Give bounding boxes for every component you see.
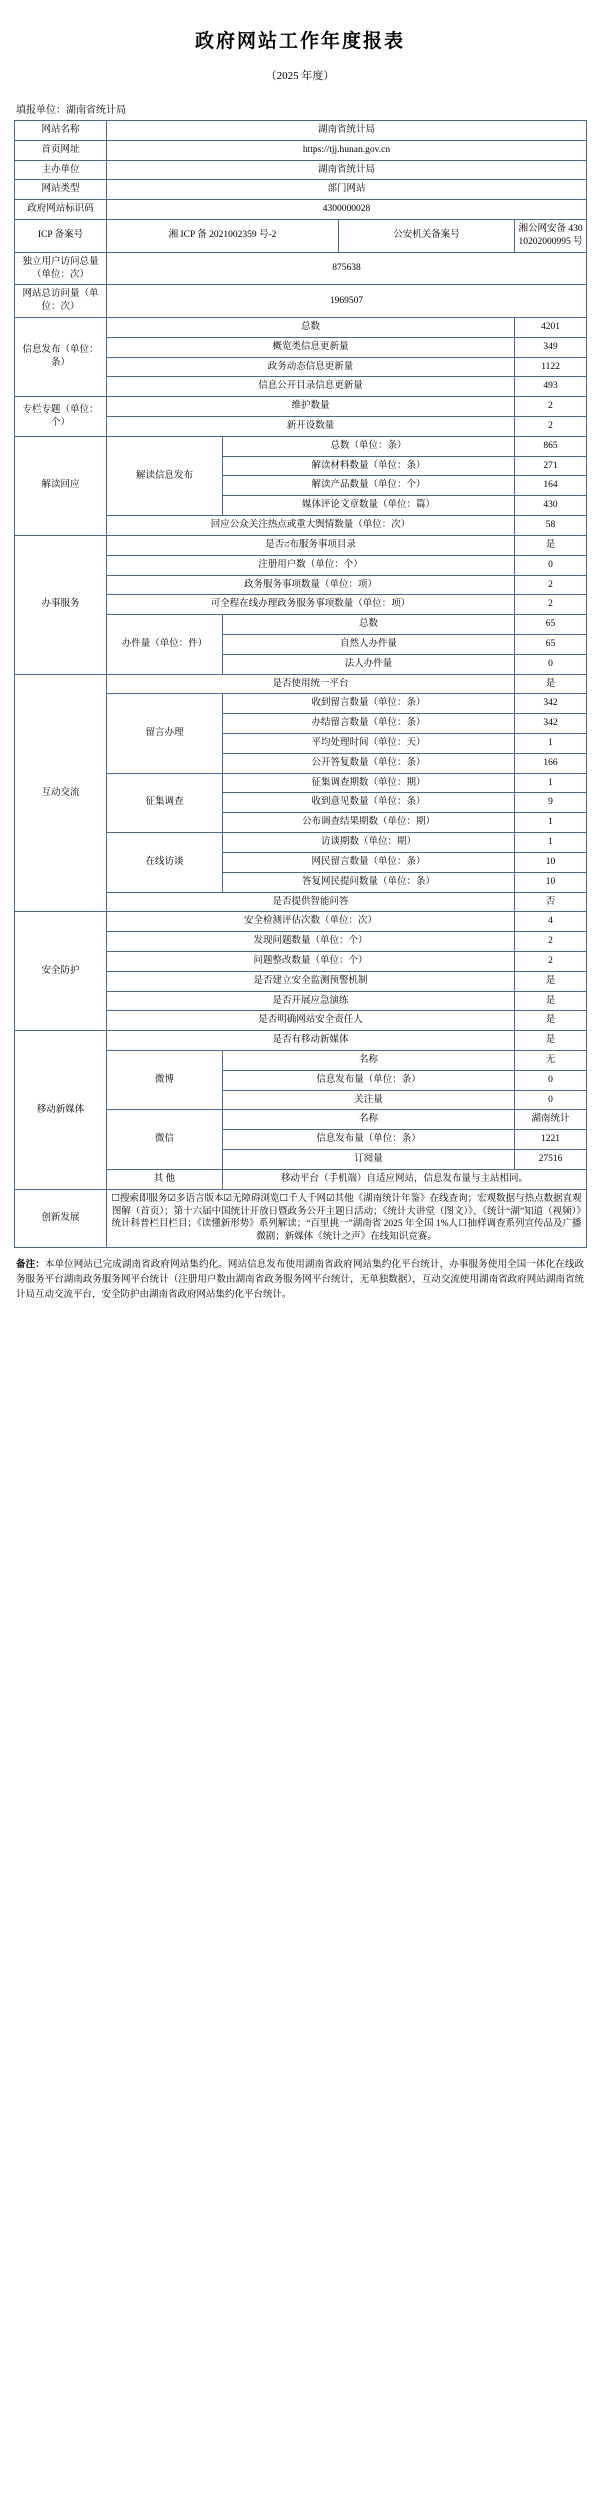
police-value: 湘公网安备 43010202000995 号 (515, 220, 587, 253)
interpretation-response-value: 58 (515, 516, 587, 536)
table-row (15, 200, 587, 220)
interaction-survey-item-name: 征集调查期数（单位：期） (223, 773, 515, 793)
service-case-value: 0 (515, 654, 587, 674)
interaction-message-item-name: 办结留言数量（单位：条） (223, 714, 515, 734)
service-item-name: 注册用户数（单位：个） (107, 555, 515, 575)
interaction-message-item-value: 166 (515, 753, 587, 773)
interaction-online-item-name: 网民留言数量（单位：条） (223, 852, 515, 872)
footnote (14, 1258, 586, 1304)
service-cases-label: 办件量（单位：件） (107, 615, 223, 674)
column-topic-item-name: 新开设数量 (107, 417, 515, 437)
section-info-publish: 信息发布（单位：条） (15, 317, 107, 396)
section-newmedia: 移动新媒体 (15, 1031, 107, 1190)
checkbox-search-service[interactable]: ☐ (111, 1192, 120, 1204)
security-item-value: 2 (515, 932, 587, 952)
interaction-message-item-value: 1 (515, 734, 587, 754)
page-subtitle: （2025 年度） (265, 70, 335, 82)
icp-label: ICP 备案号 (15, 220, 107, 253)
site-type-value: 部门网站 (107, 180, 587, 200)
newmedia-weixin-item-name: 订阅量 (223, 1150, 515, 1170)
newmedia-weibo-item-name: 信息发布量（单位：条） (223, 1070, 515, 1090)
interpretation-group-label: 解读信息发布 (107, 436, 223, 515)
security-item-name: 是否建立安全监测预警机制 (107, 971, 515, 991)
section-security: 安全防护 (15, 912, 107, 1031)
site-id-value: 4300000028 (107, 200, 587, 220)
interpretation-item-value: 164 (515, 476, 587, 496)
interaction-message-label: 留言办理 (107, 694, 223, 773)
info-publish-item-value: 1122 (515, 357, 587, 377)
newmedia-other-value: 移动平台（手机端）自适应网站，信息发布量与主站相同。 (223, 1169, 587, 1189)
interaction-smart-label: 是否提供智能问答 (107, 892, 515, 912)
table-row (15, 674, 587, 694)
interaction-platform-label: 是否使用统一平台 (107, 674, 515, 694)
home-url-label: 首页网址 (15, 140, 107, 160)
report-table (14, 120, 587, 1248)
newmedia-weibo-item-name: 关注量 (223, 1090, 515, 1110)
checkbox-personalization[interactable]: ☐ (279, 1192, 289, 1204)
service-case-name: 法人办件量 (223, 654, 515, 674)
newmedia-weixin-item-name: 信息发布量（单位：条） (223, 1130, 515, 1150)
interaction-online-item-value: 10 (515, 872, 587, 892)
checkbox-accessibility[interactable]: ☑ (223, 1192, 233, 1204)
checkbox-multilingual[interactable]: ☑ (167, 1192, 176, 1204)
table-row (15, 140, 587, 160)
site-name-label: 网站名称 (15, 121, 107, 141)
reporter-value: 湖南省统计局 (66, 105, 126, 116)
section-innovation: 创新发展 (15, 1189, 107, 1247)
checkbox-label-accessibility: 无障碍浏览 (232, 1193, 280, 1204)
table-row (15, 121, 587, 141)
total-visits-label: 网站总访问量（单位：次） (15, 285, 107, 318)
security-item-name: 是否开展应急演练 (107, 991, 515, 1011)
interaction-survey-item-name: 公布调查结果期数（单位：期） (223, 813, 515, 833)
newmedia-weibo-item-name: 名称 (223, 1051, 515, 1071)
checkbox-label-personalization: 千人千网 (288, 1193, 327, 1204)
interpretation-item-value: 865 (515, 436, 587, 456)
section-interpretation: 解读回应 (15, 436, 107, 535)
table-row (15, 160, 587, 180)
newmedia-weixin-item-value: 湖南统计 (515, 1110, 587, 1130)
security-item-name: 问题整改数量（单位：个） (107, 951, 515, 971)
service-item-value: 2 (515, 595, 587, 615)
table-row (15, 180, 587, 200)
checkbox-label-multilingual: 多语言版本 (175, 1193, 224, 1204)
table-row (15, 317, 587, 337)
info-publish-item-value: 349 (515, 337, 587, 357)
security-item-value: 4 (515, 912, 587, 932)
table-row (15, 1031, 587, 1051)
interaction-survey-item-value: 1 (515, 813, 587, 833)
home-url-value: https://tjj.hunan.gov.cn (107, 140, 587, 160)
service-item-name: 可全程在线办理政务服务事项数量（单位：项） (107, 595, 515, 615)
info-publish-item-name: 总数 (107, 317, 515, 337)
footnote-text: 本单位网站已完成湖南省政府网站集约化。网站信息发布使用湖南省政府网站集约化平台统计，办事服务使用全国一体化在线政务服务平台湖南政务服务网平台统计（注册用户数由湖南省政务服务网平台统计，无单独数据），互动交流使用湖南省政府网站湖南省统计局互动交流平台，安全防护由湖南省政府网站集约化平台统计。 (16, 1259, 584, 1301)
icp-value: 湘 ICP 备 2021002359 号-2 (107, 220, 339, 253)
interaction-online-item-value: 1 (515, 833, 587, 853)
newmedia-weibo-label: 微博 (107, 1051, 223, 1110)
interaction-message-item-name: 平均处理时间（单位：天） (223, 734, 515, 754)
service-item-name: 是否ನ布服务事项目录 (107, 535, 515, 555)
table-row (15, 397, 587, 417)
interaction-message-item-value: 342 (515, 694, 587, 714)
interaction-platform-value: 是 (515, 674, 587, 694)
newmedia-weibo-item-value: 0 (515, 1090, 587, 1110)
checkbox-other[interactable]: ☑ (326, 1192, 335, 1204)
innovation-content (107, 1189, 587, 1247)
total-visits-value: 1969507 (107, 285, 587, 318)
site-type-label: 网站类型 (15, 180, 107, 200)
security-item-value: 是 (515, 991, 587, 1011)
newmedia-weixin-label: 微信 (107, 1110, 223, 1169)
interpretation-item-name: 解读材料数量（单位：条） (223, 456, 515, 476)
interaction-smart-value: 否 (515, 892, 587, 912)
host-unit-label: 主办单位 (15, 160, 107, 180)
interaction-survey-item-value: 1 (515, 773, 587, 793)
interaction-message-item-name: 收到留言数量（单位：条） (223, 694, 515, 714)
security-item-name: 是否明确网站安全责任人 (107, 1011, 515, 1031)
service-item-value: 0 (515, 555, 587, 575)
newmedia-has-label: 是否有移动新媒体 (107, 1031, 515, 1051)
interaction-survey-item-value: 9 (515, 793, 587, 813)
service-case-name: 总数 (223, 615, 515, 635)
table-row (15, 535, 587, 555)
info-publish-item-name: 政务动态信息更新量 (107, 357, 515, 377)
interpretation-item-name: 总数（单位：条） (223, 436, 515, 456)
reporter-line (16, 101, 586, 116)
newmedia-weibo-item-value: 0 (515, 1070, 587, 1090)
table-row (15, 252, 587, 285)
table-row (15, 220, 587, 253)
service-item-value: 2 (515, 575, 587, 595)
host-unit-value: 湖南省统计局 (107, 160, 587, 180)
security-item-value: 2 (515, 951, 587, 971)
interpretation-response-label: 回应公众关注热点或重大舆情数量（单位：次） (107, 516, 515, 536)
interaction-online-item-name: 答复网民提问数量（单位：条） (223, 872, 515, 892)
security-item-value: 是 (515, 971, 587, 991)
interaction-online-item-name: 访谈期数（单位：期） (223, 833, 515, 853)
newmedia-weixin-item-name: 名称 (223, 1110, 515, 1130)
column-topic-item-value: 2 (515, 417, 587, 437)
interaction-message-item-value: 342 (515, 714, 587, 734)
unique-visitors-value: 875638 (107, 252, 587, 285)
unique-visitors-label: 独立用户访问总量（单位：次） (15, 252, 107, 285)
interaction-survey-label: 征集调查 (107, 773, 223, 832)
innovation-detail: 《湖南统计年鉴》在线查询；宏观数据与热点数据直观图解（首页）；第十六届中国统计开放日暨政务公开主题日活动；《统计大讲堂（图文）》、《统计“湖”知道（视频）》统计科普栏目栏目；《读懂新形势》系列解读；“百里挑一”湖南省 2025 年全国 1%人口抽样调查系列宣传品及广播微剧；新媒体《统计之声》在线知识竞赛。 (111, 1193, 582, 1243)
checkbox-label-other: 其他 (334, 1193, 354, 1204)
site-name-value: 湖南省统计局 (107, 121, 587, 141)
security-item-value: 是 (515, 1011, 587, 1031)
service-item-name: 政务服务事项数量（单位：项） (107, 575, 515, 595)
page-title: 政府网站工作年度报表 (194, 31, 405, 52)
section-column-topic: 专栏专题（单位：个） (15, 397, 107, 437)
reporter-label: 填报单位： (16, 105, 66, 116)
column-topic-item-value: 2 (515, 397, 587, 417)
newmedia-weixin-item-value: 1221 (515, 1130, 587, 1150)
newmedia-has-value: 是 (515, 1031, 587, 1051)
footnote-prefix: 备注： (16, 1259, 45, 1270)
info-publish-item-name: 信息公开目录信息更新量 (107, 377, 515, 397)
newmedia-other-label: 其 他 (107, 1169, 223, 1189)
service-case-name: 自然人办件量 (223, 634, 515, 654)
interpretation-item-name: 媒体评论文章数量（单位：篇） (223, 496, 515, 516)
service-case-value: 65 (515, 634, 587, 654)
service-item-value: 是 (515, 535, 587, 555)
interaction-online-label: 在线访谈 (107, 833, 223, 892)
service-case-value: 65 (515, 615, 587, 635)
interaction-survey-item-name: 收到意见数量（单位：条） (223, 793, 515, 813)
section-interaction: 互动交流 (15, 674, 107, 912)
checkbox-label-search-service: 搜索即服务 (119, 1193, 168, 1204)
table-row (15, 912, 587, 932)
section-service: 办事服务 (15, 535, 107, 674)
interpretation-item-value: 430 (515, 496, 587, 516)
newmedia-weibo-item-value: 无 (515, 1051, 587, 1071)
column-topic-item-name: 维护数量 (107, 397, 515, 417)
info-publish-item-value: 493 (515, 377, 587, 397)
newmedia-weixin-item-value: 27516 (515, 1150, 587, 1170)
police-label: 公安机关备案号 (339, 220, 515, 253)
table-row (15, 285, 587, 318)
info-publish-item-value: 4201 (515, 317, 587, 337)
interaction-message-item-name: 公开答复数量（单位：条） (223, 753, 515, 773)
info-publish-item-name: 概览类信息更新量 (107, 337, 515, 357)
interpretation-item-name: 解读产品数量（单位：个） (223, 476, 515, 496)
security-item-name: 安全检测评估次数（单位：次） (107, 912, 515, 932)
interpretation-item-value: 271 (515, 456, 587, 476)
table-row (15, 436, 587, 456)
site-id-label: 政府网站标识码 (15, 200, 107, 220)
interaction-online-item-value: 10 (515, 852, 587, 872)
security-item-name: 发现问题数量（单位：个） (107, 932, 515, 952)
table-row (15, 1189, 587, 1247)
